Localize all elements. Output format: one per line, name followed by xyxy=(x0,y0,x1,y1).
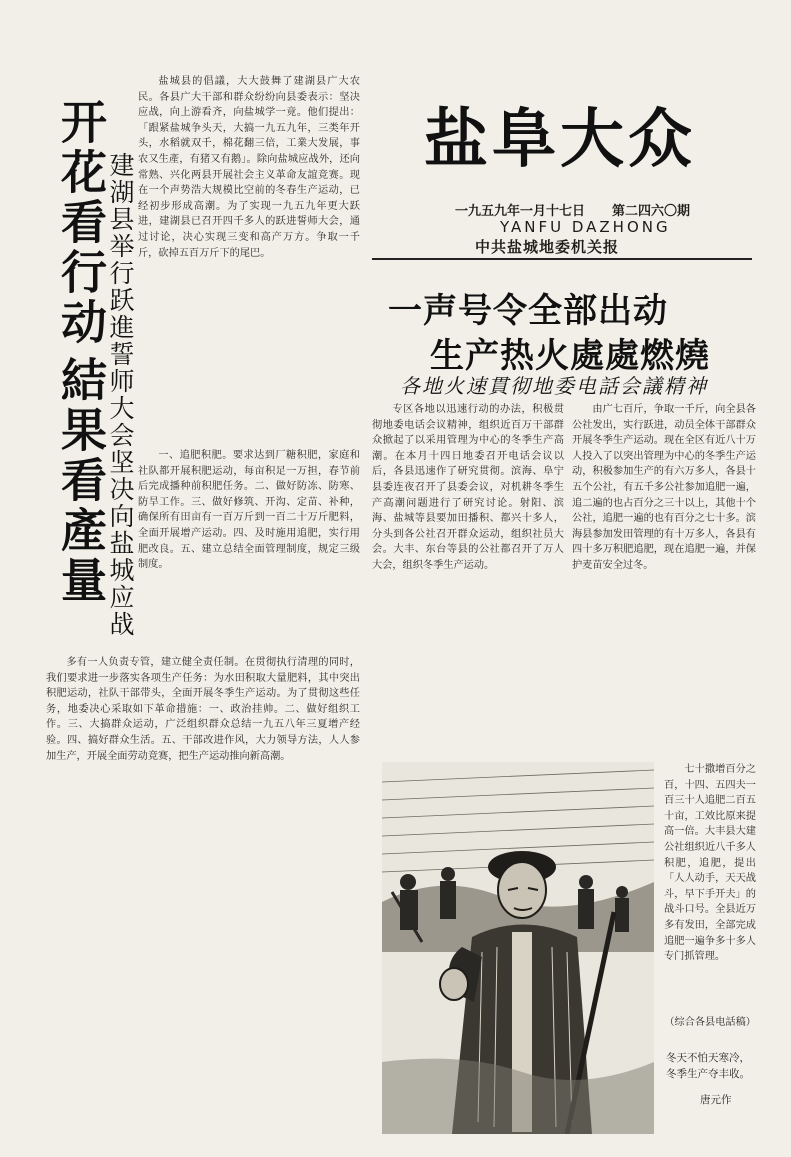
right-article-text-1: 专区各地以迅速行动的办法，积极贯彻地委电话会议精神，组织近百万干部群众掀起了以采用管理为中心的冬季生产高潮。在本月十四日地委召开电话会议以后，各县迅速作了研究贯彻。滨海、阜宁县委连夜召开了县委会议，对机耕冬季生产高潮问题进行了研究讨论。射阳、滨海、盐城等县要加田播积、都兴十多人，分头到各公社召开群众运动，组织社员大会。大丰、东台等县的公社都召开了万人大会，组织冬季生产运动。 xyxy=(372,404,564,571)
left-article-list: 一、追肥积肥。要求达到厂糖积肥，家庭和社队都开展积肥运动，每亩积足一万担，春节前后完成播种前积肥任务。二、做好防冻、防寒、防旱工作。三、做好修筑、开沟、定苗、补种，确保所有田亩有一百万斤到一百二十万斤肥料，全面开展增产运动。四、及时施用追肥，实行用肥改良。五、建立总结全面管理制度，规定三级制度。 xyxy=(138,450,360,571)
left-article-col2 xyxy=(46,655,360,1125)
masthead-rule xyxy=(372,258,752,260)
woodcut-caption: 冬天不怕天寒冷，冬季生产夺丰收。 xyxy=(666,1052,750,1080)
left-article-col1 xyxy=(138,74,360,446)
newspaper-title: 盐阜大众 xyxy=(424,102,696,177)
left-article-text-1: 盐城县的倡議，大大鼓舞了建湖县广大农民。各县广大干部和群众纷纷向县委表示：坚决应战，向上游看齐，向盐城学一竟。他们提出：「跟紧盐城争头天，大搞一九五九年，三类年开头，水稻就双千，棉花翻三倍，工業大发展，事农又生產，有猪又有鹅」。除向盐城应战外，还向常熟、兴化两县开展社会主义革命友誼竞赛。现在一个声势浩大规模比空前的冬春生产运动，已经初步形成高潮。为了实现一九五九年更大跃进，建湖县已召开四千多人的跃进誓师大会，通过讨论，决心实现三变和高产万方。争取一千斤，砍掉五百万斤下的尾巴。 xyxy=(138,76,360,259)
left-article-text-2: 多有一人负责专管，建立健全责任制。在贯彻执行清理的同时，我们要求进一步落实各项生产任务：为水田积取大量肥料，其中突出积肥运动，社队干部带头，全面开展冬季生产运动。为了贯彻这些任务，地委决心采取如下革命措施：一、政治挂帅。二、做好组织工作。三、大搞群众运动，广泛组织群众总结一九五八年三夏增产经验。四、搞好群众生活。五、干部改进作风，大力领导方法，人人参加生产，开展全面劳动竞赛，把生产运动推向新高潮。 xyxy=(46,657,360,762)
left-headline-a: 开花看行动 xyxy=(54,98,108,348)
right-headline-2: 生产热火處處燃燒 xyxy=(430,336,710,376)
left-headline-b: 結果看產量 xyxy=(54,356,108,606)
woodcut-illustration xyxy=(382,762,654,1134)
left-subhead: 建湖县举行跃進誓师大会坚决向盐城应战 xyxy=(106,152,135,638)
right-headline-1: 一声号令全部出动 xyxy=(388,291,668,331)
right-subhead: 各地火速貫彻地委电話会議精神 xyxy=(400,374,708,398)
side-column xyxy=(664,762,756,1012)
side-column-text: 七十撒增百分之百，十四、五四夫一百三十人追肥二百五十亩，工效比原来提高一倍。大丰县大建公社组织近八千多人积肥，追肥，提出「人人动手，天天战斗，早下手开夫」的战斗口号。全县近万多有发田，全部完成追肥一遍争多十多人专门抓管理。 xyxy=(664,764,756,963)
issue-date: 一九五九年一月十七日 xyxy=(455,204,586,219)
issue-number: 第二四六〇期 xyxy=(612,204,691,219)
right-article-text-2: 由广七百斤，争取一千斤，向全县各公社发出，实行跃进，动员全体干部群众开展冬季生产运动。现在全区有近八十万人投入了以突出管理为中心的冬季生产运动，积极参加生产的有六万多人，各县十五个公社，有五千多公社参加追肥一遍，追二遍的也占百分之三十以上，其他十个公社，追肥一遍的也有百分之七十多。滨海县参加发田管理的有十万多人，各县有四十多万积肥追肥，现在追肥一遍，并保护麦苗安全过冬。 xyxy=(572,404,756,571)
right-article-col1 xyxy=(372,402,564,752)
newspaper-pinyin: YANFU DAZHONG xyxy=(500,218,671,236)
woodcut-author: 唐元作 xyxy=(700,1094,732,1106)
side-credit: （综合各县电話稿） xyxy=(664,1017,756,1028)
right-article-col2 xyxy=(572,402,756,752)
left-article-col1b xyxy=(138,448,360,654)
newspaper-org: 中共盐城地委机关报 xyxy=(475,238,620,256)
